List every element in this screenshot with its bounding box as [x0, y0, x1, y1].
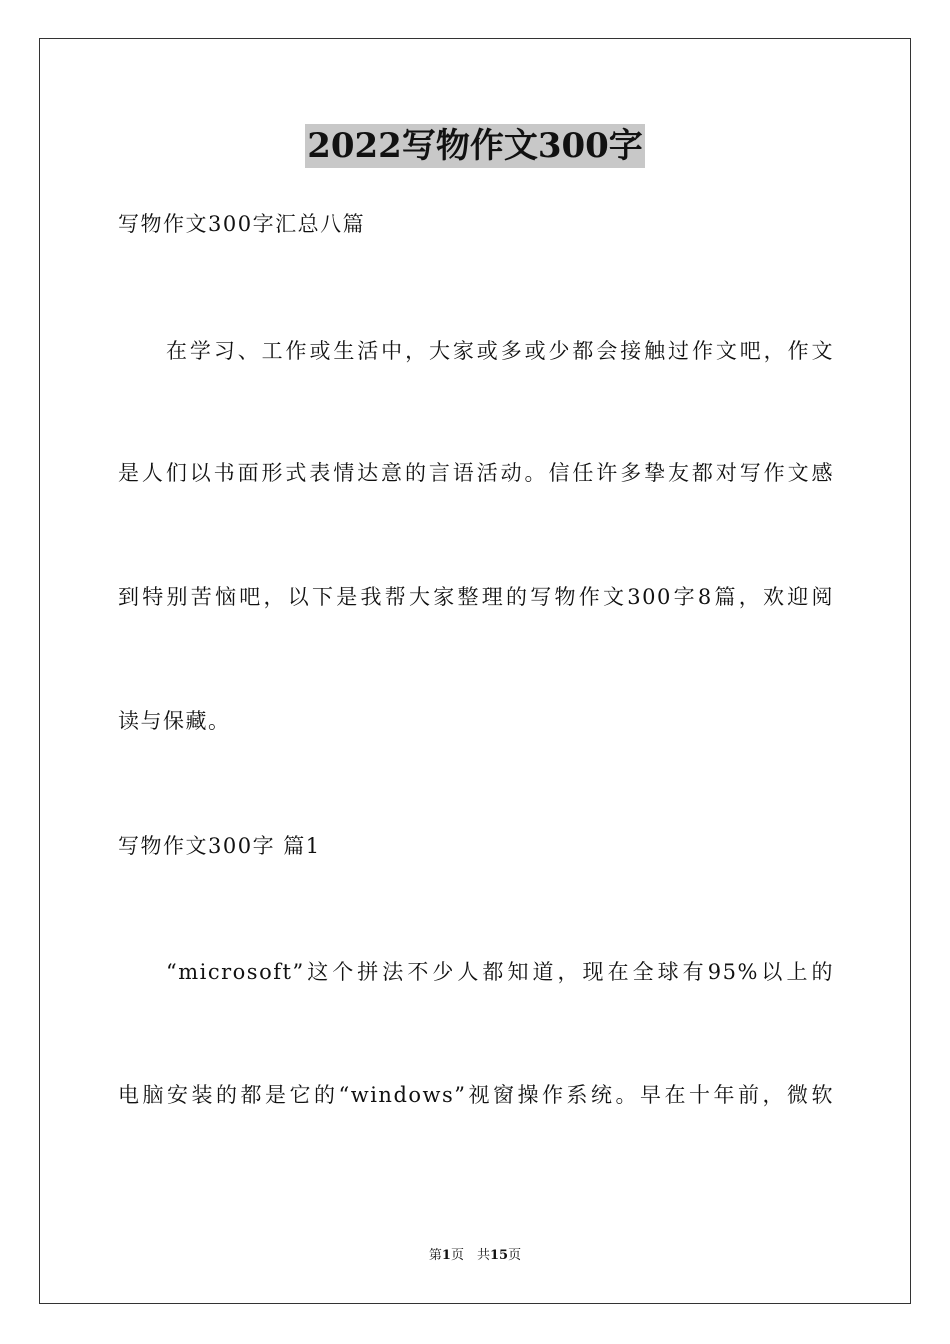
- title-container: [0, 124, 950, 168]
- intro-line-4: 读与保藏。: [118, 709, 231, 733]
- footer-page-total: 15: [489, 1248, 509, 1263]
- document-subtitle: 写物作文300字汇总八篇: [118, 212, 366, 236]
- footer-page-suffix: 页: [508, 1248, 522, 1263]
- footer-page-prefix: 第: [428, 1248, 442, 1263]
- section-line-1: “microsoft”这个拼法不少人都知道，现在全球有95%以上的: [166, 960, 834, 984]
- page-footer: [0, 1247, 950, 1265]
- footer-page-number: 1: [441, 1248, 451, 1263]
- document-title: 2022写物作文300字: [307, 126, 643, 166]
- intro-line-1: 在学习、工作或生活中，大家或多或少都会接触过作文吧，作文: [166, 339, 834, 363]
- footer-page-mid: 页 共: [450, 1248, 490, 1263]
- section-line-2: 电脑安装的都是它的“windows”视窗操作系统。早在十年前，微软: [118, 1083, 834, 1107]
- intro-line-3: 到特别苦恼吧，以下是我帮大家整理的写物作文300字8篇，欢迎阅: [118, 585, 834, 609]
- section-heading: 写物作文300字 篇1: [118, 834, 321, 858]
- intro-line-2: 是人们以书面形式表情达意的言语活动。信任许多挚友都对写作文感: [118, 461, 834, 485]
